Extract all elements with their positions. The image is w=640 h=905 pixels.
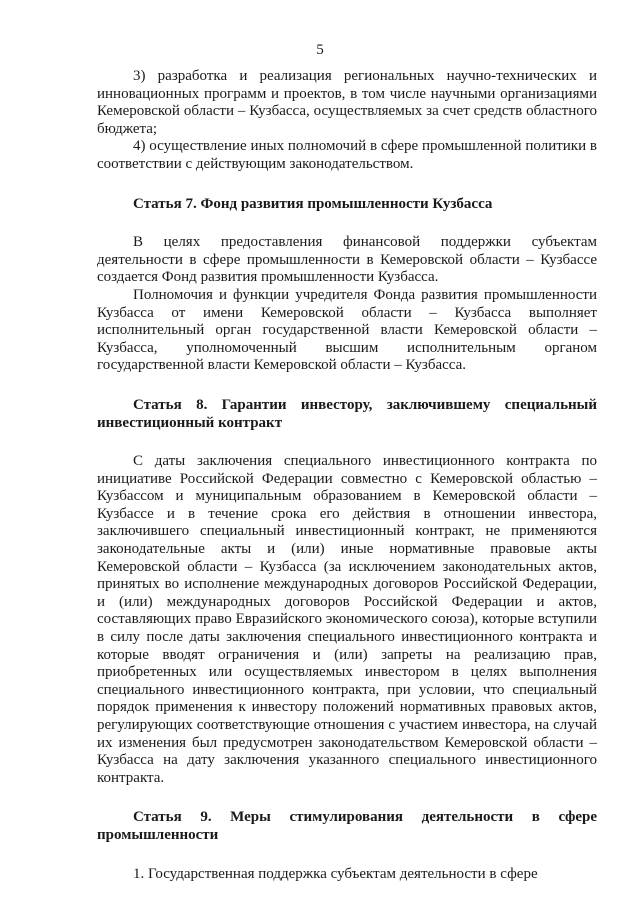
article-7-heading: Статья 7. Фонд развития промышленности Кузбасса [133,195,493,212]
document-body [97,68,597,883]
page-number: 5 [316,42,324,58]
article-9-heading: Статья 9. Меры стимулирования деятельности в сфере промышленности [97,809,597,843]
article-8-heading: Статья 8. Гарантии инвестору, заключившему специальный инвестиционный контракт [97,396,597,431]
list-item-3: 3) разработка и реализация региональных научно-технических и инновационных программ и проектов, в том числе научными организациями Кемеровской области – Кузбасса, осуществляемых за счет средств областного бюджета; [97,68,597,137]
article-7-paragraph: Полномочия и функции учредителя Фонда развития промышленности Кузбасса от имени Кемеровской области – Кузбасса выполняет исполнительный орган государственной власти Кемеровской области – Кузбасса, уполномоченный высшим исполнительным органом государственной власти Кемеровской области – Кузбасса. [97,286,597,374]
article-7-paragraph: В целях предоставления финансовой поддержки субъектам деятельности в сфере промышленности в Кемеровской области – Кузбассе создается Фонд развития промышленности Кузбасса. [97,234,597,286]
article-8-paragraph: С даты заключения специального инвестиционного контракта по инициативе Российской Федерации совместно с Кемеровской областью – Кузбассом и муниципальным образованием в Кемеровской области – Кузбассе и в течение срока его действия в отношении инвестора, заключившего специальный инвестиционный контракт, не применяются законодательные акты и (или) иные нормативные правовые акты Кемеровской области – Кузбасса (за исключением законодательных актов, принятых во исполнение международных договоров Российской Федерации, и (или) международных договоров Российской Федерации и актов, составляющих право Евразийского экономического союза), которые вступили в силу после даты заключения специального инвестиционного контракта и которые вводят ограничения и (или) запреты на реализацию прав, приобретенных или осуществляемых инвестором в целях выполнения специального инвестиционного контракта, при условии, что специальный порядок применения к инвестору положений нормативных правовых актов, регулирующих соответствующие отношения с участием инвестора, на случай их изменения был предусмотрен законодательством Кемеровской области – Кузбасса на дату заключения указанного специального инвестиционного контракта. [97,453,597,786]
list-item-4: 4) осуществление иных полномочий в сфере промышленной политики в соответствии с действующим законодательством. [97,138,597,172]
article-9-paragraph: 1. Государственная поддержка субъектам деятельности в сфере [133,865,538,882]
